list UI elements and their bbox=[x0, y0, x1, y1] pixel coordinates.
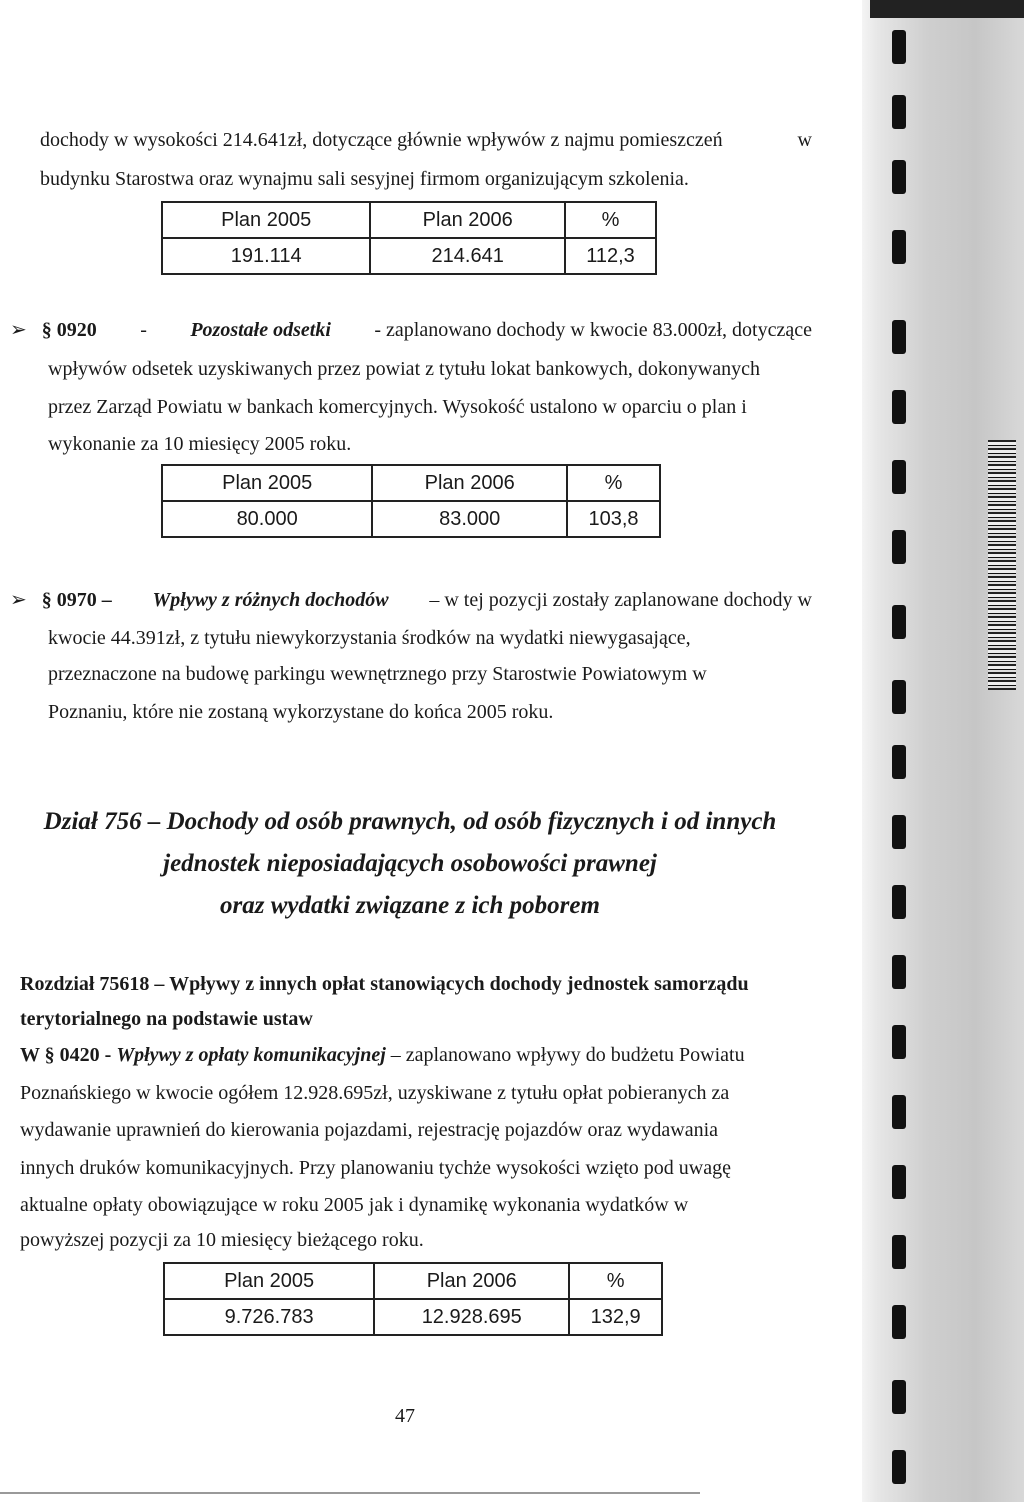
binding-ring bbox=[892, 955, 906, 989]
binding-ring bbox=[892, 320, 906, 354]
chapter-heading-line-2: terytorialnego na podstawie ustaw bbox=[20, 1008, 313, 1030]
item-dash: - bbox=[140, 319, 147, 341]
table-header-cell: % bbox=[565, 202, 656, 238]
binding-ring bbox=[892, 1165, 906, 1199]
item-text: - zaplanowano dochody w kwocie 83.000zł, dotyczące bbox=[374, 319, 812, 341]
bullet-arrow-icon: ➢ bbox=[10, 589, 27, 611]
item-text: – w tej pozycji zostały zaplanowane dochody w bbox=[429, 589, 812, 611]
binding-ring bbox=[892, 530, 906, 564]
section-heading-line-3: oraz wydatki związane z ich poborem bbox=[220, 892, 600, 919]
page-number: 47 bbox=[395, 1405, 415, 1427]
item-0420-line-1 bbox=[20, 1043, 745, 1067]
table-header-cell: % bbox=[569, 1263, 662, 1299]
binding-ring bbox=[892, 1095, 906, 1129]
section-heading-line-1: Dział 756 – Dochody od osób prawnych, od osób fizycznych i od innych bbox=[43, 808, 777, 835]
item-0970-line-4: Poznaniu, które nie zostaną wykorzystane do końca 2005 roku. bbox=[48, 701, 554, 723]
section-heading-line-2: jednostek nieposiadających osobowości prawnej bbox=[163, 850, 657, 877]
bullet-arrow-icon: ➢ bbox=[10, 319, 27, 341]
table-cell: 12.928.695 bbox=[374, 1299, 569, 1335]
table-header-row bbox=[162, 465, 660, 501]
table-header-cell: % bbox=[567, 465, 660, 501]
item-title: Wpływy z opłaty komunikacyjnej bbox=[116, 1044, 386, 1066]
binding-ring bbox=[892, 1380, 906, 1414]
binding-ring bbox=[892, 1235, 906, 1269]
spine-binding bbox=[862, 0, 1024, 1502]
item-0920-line-1 bbox=[10, 318, 812, 342]
table-header-row bbox=[162, 202, 656, 238]
binding-ring bbox=[892, 745, 906, 779]
plan-table-2 bbox=[161, 464, 661, 538]
item-text: kwocie 44.391zł, z tytułu niewykorzystania środków na wydatki niewygasające, bbox=[48, 627, 691, 649]
item-title: Wpływy z różnych dochodów bbox=[152, 589, 389, 611]
table-cell: 103,8 bbox=[567, 501, 660, 537]
binding-ring bbox=[892, 1305, 906, 1339]
intro-line-1 bbox=[40, 128, 812, 152]
binding-ring bbox=[892, 815, 906, 849]
binding-ring bbox=[892, 160, 906, 194]
binding-ring bbox=[892, 230, 906, 264]
item-0420-line-6: powyższej pozycji za 10 miesięcy bieżącego roku. bbox=[20, 1229, 424, 1251]
spine-shadow bbox=[870, 0, 1024, 18]
item-0920-line-3: przez Zarząd Powiatu w bankach komercyjnych. Wysokość ustalono w oparciu o plan i bbox=[48, 396, 747, 418]
table-cell: 80.000 bbox=[162, 501, 372, 537]
item-0920-line-2: wpływów odsetek uzyskiwanych przez powiat z tytułu lokat bankowych, dokonywanych bbox=[48, 358, 761, 380]
intro-text: dochody w wysokości 214.641zł, dotyczące głównie wpływów z najmu pomieszczeń bbox=[40, 129, 723, 151]
table-header-cell: Plan 2006 bbox=[372, 465, 567, 501]
binding-ring bbox=[892, 1025, 906, 1059]
binding-ring bbox=[892, 30, 906, 64]
table-cell: 9.726.783 bbox=[164, 1299, 374, 1335]
intro-line-2: budynku Starostwa oraz wynajmu sali sesyjnej firmom organizującym szkolenia. bbox=[40, 168, 689, 190]
table-row bbox=[164, 1299, 662, 1335]
plan-table-1 bbox=[161, 201, 657, 275]
item-0420-line-3: wydawanie uprawnień do kierowania pojazdami, rejestrację pojazdów oraz wydawania bbox=[20, 1119, 719, 1141]
item-title: Pozostałe odsetki bbox=[190, 319, 331, 341]
table-cell: 83.000 bbox=[372, 501, 567, 537]
binding-ring bbox=[892, 885, 906, 919]
table-header-cell: Plan 2005 bbox=[164, 1263, 374, 1299]
item-0970-line-2 bbox=[48, 626, 812, 650]
binding-ring bbox=[892, 680, 906, 714]
binding-ring bbox=[892, 95, 906, 129]
item-code: W § 0420 - bbox=[20, 1044, 112, 1066]
footer-divider bbox=[0, 1492, 700, 1494]
chapter-heading-line-1: Rozdział 75618 – Wpływy z innych opłat stanowiących dochody jednostek samorządu bbox=[20, 973, 749, 995]
item-0420-line-4: innych druków komunikacyjnych. Przy planowaniu tychże wysokości wzięto pod uwagę bbox=[20, 1157, 731, 1179]
table-cell: 112,3 bbox=[565, 238, 656, 274]
item-0420-line-2: Poznańskiego w kwocie ogółem 12.928.695zł, uzyskiwane z tytułu opłat pobieranych za bbox=[20, 1082, 730, 1104]
item-0420-line-5: aktualne opłaty obowiązujące w roku 2005 jak i dynamikę wykonania wydatków w bbox=[20, 1194, 689, 1216]
binding-ring bbox=[892, 605, 906, 639]
table-header-cell: Plan 2005 bbox=[162, 465, 372, 501]
item-code: § 0970 – bbox=[41, 589, 112, 611]
item-0970-line-3: przeznaczone na budowę parkingu wewnętrznego przy Starostwie Powiatowym w bbox=[48, 663, 707, 685]
table-cell: 191.114 bbox=[162, 238, 370, 274]
plan-table-3 bbox=[163, 1262, 663, 1336]
table-header-cell: Plan 2006 bbox=[374, 1263, 569, 1299]
binding-ring bbox=[892, 460, 906, 494]
table-cell: 214.641 bbox=[370, 238, 565, 274]
table-row bbox=[162, 501, 660, 537]
table-cell: 132,9 bbox=[569, 1299, 662, 1335]
item-0970-line-1 bbox=[10, 588, 812, 612]
table-header-row bbox=[164, 1263, 662, 1299]
item-0920-line-4: wykonanie za 10 miesięcy 2005 roku. bbox=[48, 433, 352, 455]
binding-ring bbox=[892, 1450, 906, 1484]
table-header-cell: Plan 2006 bbox=[370, 202, 565, 238]
barcode-icon bbox=[988, 440, 1016, 690]
table-header-cell: Plan 2005 bbox=[162, 202, 370, 238]
intro-text-end: w bbox=[797, 129, 812, 151]
item-text: – zaplanowano wpływy do budżetu Powiatu bbox=[390, 1044, 745, 1066]
item-code: § 0920 bbox=[41, 319, 97, 341]
table-row bbox=[162, 238, 656, 274]
binding-ring bbox=[892, 390, 906, 424]
